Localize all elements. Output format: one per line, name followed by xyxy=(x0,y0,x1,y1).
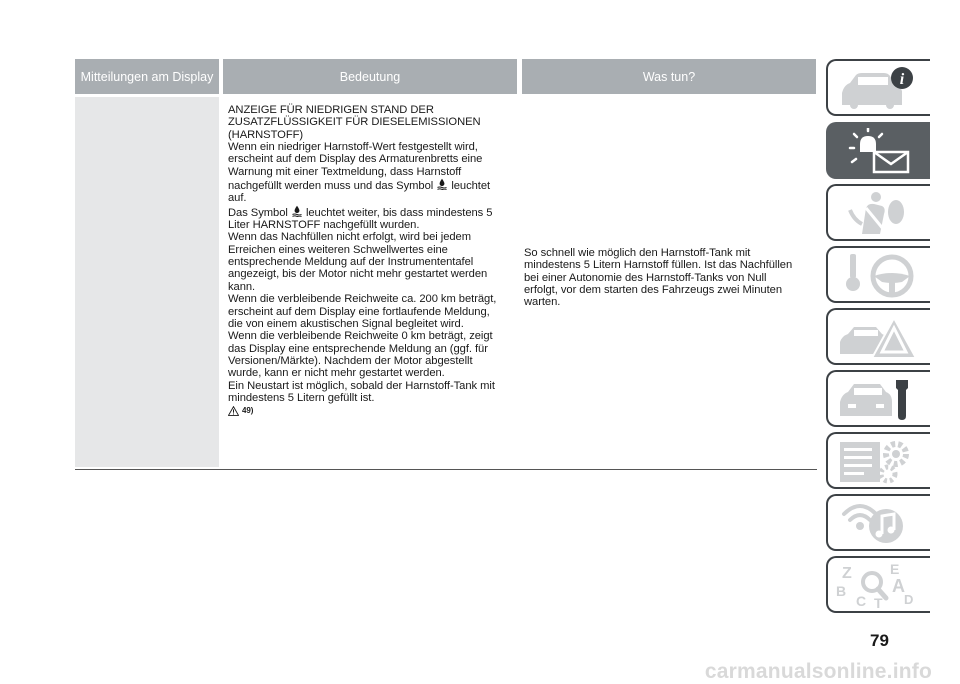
safety-airbag-icon xyxy=(836,190,920,236)
table-bottom-rule xyxy=(75,469,817,470)
text-line: das Display eine entsprechende Meldung an (ggf. für xyxy=(228,342,488,355)
index-letter: D xyxy=(904,592,914,607)
text-fragment: Das Symbol xyxy=(228,206,288,219)
tab-car-info[interactable] xyxy=(826,59,930,116)
text-line: wurde, kann er nicht mehr gestartet werden. xyxy=(228,367,445,380)
text-line: Wenn das Nachfüllen nicht erfolgt, wird bei jedem xyxy=(228,231,471,244)
text-fragment: leuchtet xyxy=(451,180,491,193)
index-letter: T xyxy=(874,595,883,608)
text-fragment: nachgefüllt werden muss und das Symbol xyxy=(228,180,434,193)
text-line: Wenn die verbleibende Reichweite ca. 200 km beträgt, xyxy=(228,293,497,306)
tab-index[interactable] xyxy=(826,556,930,613)
text-line: Warnung mit einer Textmeldung, dass Harnstoff xyxy=(228,165,462,178)
text-line: bei einer Autonomie des Harnstoff-Tanks von Null xyxy=(524,271,767,284)
tab-technical-data[interactable] xyxy=(826,432,930,489)
text-line: mindestens 5 Litern gefüllt ist. xyxy=(228,391,375,404)
tab-starting-driving[interactable] xyxy=(826,246,930,303)
text-line: warten. xyxy=(524,296,561,309)
tab-safety[interactable] xyxy=(826,184,930,241)
maintenance-icon xyxy=(836,376,920,422)
text-line: erscheint auf dem Display des Armaturenbretts eine xyxy=(228,153,483,166)
text-line: die von einem akustischen Signal begleitet wird. xyxy=(228,317,464,330)
warning-lights-messages-icon xyxy=(836,128,920,174)
text-line: Erreichen eines weiteren Schwellwertes eine xyxy=(228,243,448,256)
text-line: erscheint auf dem Display eine fortlaufende Meldung, xyxy=(228,305,490,318)
technical-data-icon xyxy=(836,438,920,484)
footer-watermark: carmanualsonline.info xyxy=(704,660,932,683)
tab-emergency[interactable] xyxy=(826,308,930,365)
index-letter: B xyxy=(836,583,847,599)
text-line: mindestens 5 Litern Harnstoff füllen. Ist das Nachfüllen xyxy=(524,259,793,272)
display-message-cell xyxy=(75,97,219,467)
text-line: Wenn die verbleibende Reichweite 0 km beträgt, zeigt xyxy=(228,330,493,343)
text-line: Wenn ein niedriger Harnstoff-Wert festgestellt wird, xyxy=(228,141,478,154)
tab-maintenance[interactable] xyxy=(826,370,930,427)
starting-driving-steering-icon xyxy=(836,252,920,298)
text-fragment: leuchtet weiter, bis dass mindestens 5 xyxy=(305,206,493,219)
footer xyxy=(0,660,960,683)
index-letter: A xyxy=(892,576,905,596)
svg-text:i: i xyxy=(899,71,905,88)
warning-reference xyxy=(228,405,520,417)
header-was-tun: Was tun? xyxy=(522,59,816,94)
text-line: auf. xyxy=(228,192,247,205)
text-line: ANZEIGE FÜR NIEDRIGEN STAND DER xyxy=(228,104,434,116)
text-line xyxy=(228,178,520,192)
text-line: ZUSATZFLÜSSIGKEIT FÜR DIESELEMISSIONEN xyxy=(228,116,481,129)
was-tun-cell xyxy=(524,247,816,309)
text-line: Ein Neustart ist möglich, sobald der Harnstoff-Tank mit xyxy=(228,379,495,392)
text-line: erfolgt, vor dem starten des Fahrzeugs zwei Minuten xyxy=(524,284,782,297)
multimedia-icon xyxy=(836,500,920,546)
text-line: kann. xyxy=(228,280,256,293)
warning-reference-number: 49) xyxy=(242,406,254,416)
adblue-warning-icon xyxy=(437,178,447,190)
index-abc-icon xyxy=(836,562,920,608)
warning-triangle-icon xyxy=(228,406,239,416)
header-bedeutung: Bedeutung xyxy=(223,59,517,94)
header-mitteilungen-am-display: Mitteilungen am Display xyxy=(75,59,219,94)
bedeutung-cell xyxy=(228,104,520,418)
text-line: angezeigt, bis der Motor nicht mehr gestartet werden xyxy=(228,268,488,281)
emergency-breakdown-icon xyxy=(836,314,920,360)
text-line xyxy=(228,205,520,219)
index-letter: Z xyxy=(842,565,852,582)
car-info-icon xyxy=(836,65,920,111)
index-letter: C xyxy=(856,593,867,608)
text-line: (HARNSTOFF) xyxy=(228,128,304,141)
page-number: 79 xyxy=(870,631,889,650)
adblue-warning-icon xyxy=(292,205,302,217)
tab-multimedia[interactable] xyxy=(826,494,930,551)
tab-warning-lights-messages[interactable] xyxy=(826,122,930,179)
text-line: Liter HARNSTOFF nachgefüllt wurden. xyxy=(228,219,420,232)
text-line: So schnell wie möglich den Harnstoff-Tank mit xyxy=(524,247,751,259)
text-line: entsprechende Meldung auf der Instrumententafel xyxy=(228,256,474,269)
text-line: Versionen/Märkte). Nachdem der Motor abgestellt xyxy=(228,354,473,367)
index-letter: E xyxy=(890,562,900,577)
